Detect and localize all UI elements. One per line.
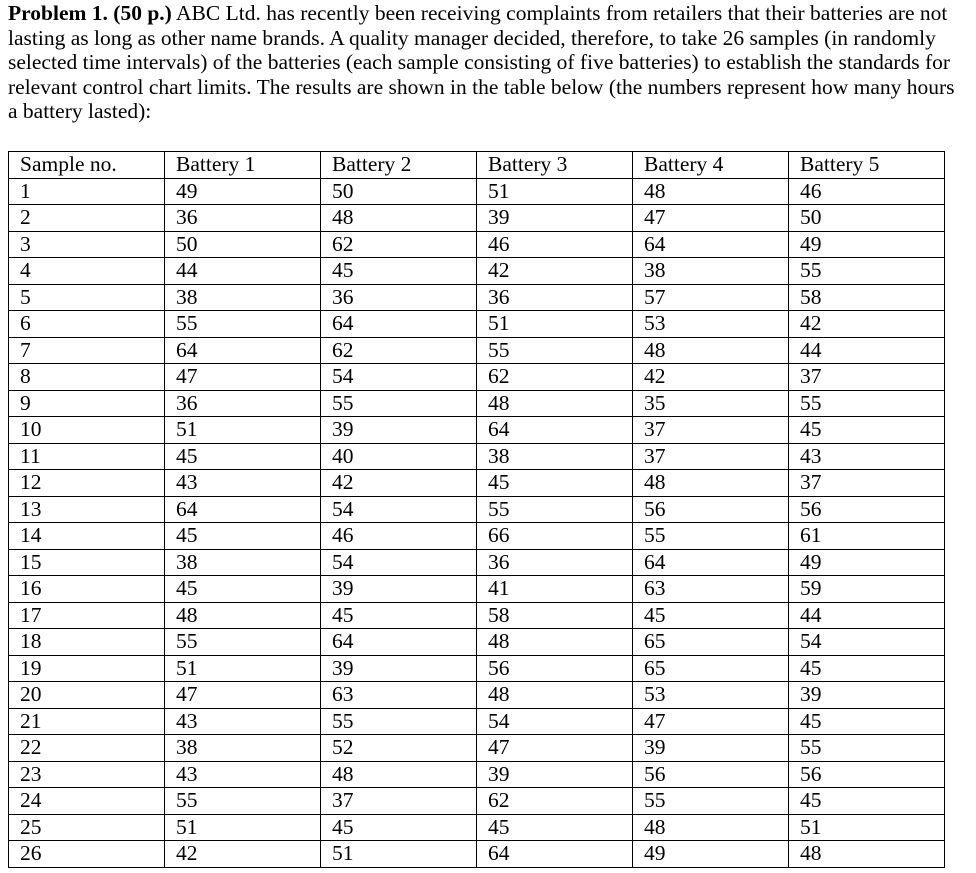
sample-number-cell: 22 bbox=[9, 735, 165, 762]
sample-number-cell: 24 bbox=[9, 788, 165, 815]
battery-4-hours-cell: 65 bbox=[633, 655, 789, 682]
battery-1-hours-cell: 47 bbox=[165, 364, 321, 391]
battery-3-hours-cell: 54 bbox=[477, 708, 633, 735]
battery-5-hours-cell: 51 bbox=[789, 814, 945, 841]
battery-4-hours-cell: 56 bbox=[633, 761, 789, 788]
battery-4-hours-cell: 64 bbox=[633, 549, 789, 576]
battery-4-hours-cell: 63 bbox=[633, 576, 789, 603]
battery-5-hours-cell: 56 bbox=[789, 761, 945, 788]
battery-3-hours-cell: 45 bbox=[477, 814, 633, 841]
sample-number-cell: 3 bbox=[9, 231, 165, 258]
table-row bbox=[9, 629, 945, 656]
battery-3-hours-cell: 55 bbox=[477, 337, 633, 364]
battery-2-hours-cell: 64 bbox=[321, 311, 477, 338]
battery-1-hours-cell: 55 bbox=[165, 629, 321, 656]
battery-3-hours-cell: 64 bbox=[477, 841, 633, 868]
battery-1-hours-cell: 45 bbox=[165, 523, 321, 550]
battery-4-hours-cell: 53 bbox=[633, 311, 789, 338]
battery-2-hours-cell: 45 bbox=[321, 814, 477, 841]
table-row bbox=[9, 523, 945, 550]
battery-1-hours-cell: 42 bbox=[165, 841, 321, 868]
battery-2-hours-cell: 48 bbox=[321, 205, 477, 232]
battery-3-hours-cell: 39 bbox=[477, 205, 633, 232]
battery-2-hours-cell: 42 bbox=[321, 470, 477, 497]
battery-5-hours-cell: 48 bbox=[789, 841, 945, 868]
battery-1-hours-cell: 38 bbox=[165, 735, 321, 762]
battery-5-hours-cell: 56 bbox=[789, 496, 945, 523]
battery-5-hours-cell: 61 bbox=[789, 523, 945, 550]
sample-number-cell: 14 bbox=[9, 523, 165, 550]
battery-4-hours-cell: 65 bbox=[633, 629, 789, 656]
sample-number-cell: 19 bbox=[9, 655, 165, 682]
battery-3-hours-cell: 58 bbox=[477, 602, 633, 629]
sample-number-cell: 2 bbox=[9, 205, 165, 232]
table-row bbox=[9, 682, 945, 709]
battery-1-hours-cell: 50 bbox=[165, 231, 321, 258]
table-row bbox=[9, 655, 945, 682]
sample-number-cell: 13 bbox=[9, 496, 165, 523]
battery-3-hours-cell: 51 bbox=[477, 311, 633, 338]
battery-3-hours-cell: 48 bbox=[477, 682, 633, 709]
battery-1-hours-cell: 51 bbox=[165, 814, 321, 841]
table-row bbox=[9, 311, 945, 338]
battery-2-hours-cell: 45 bbox=[321, 602, 477, 629]
battery-5-hours-cell: 55 bbox=[789, 390, 945, 417]
battery-2-hours-cell: 62 bbox=[321, 231, 477, 258]
battery-1-hours-cell: 49 bbox=[165, 178, 321, 205]
battery-1-hours-cell: 38 bbox=[165, 284, 321, 311]
battery-3-hours-cell: 42 bbox=[477, 258, 633, 285]
battery-4-hours-cell: 45 bbox=[633, 602, 789, 629]
battery-1-hours-cell: 45 bbox=[165, 443, 321, 470]
battery-4-hours-cell: 35 bbox=[633, 390, 789, 417]
battery-3-hours-cell: 62 bbox=[477, 364, 633, 391]
battery-1-hours-cell: 44 bbox=[165, 258, 321, 285]
battery-3-hours-cell: 51 bbox=[477, 178, 633, 205]
sample-number-cell: 6 bbox=[9, 311, 165, 338]
battery-1-hours-cell: 64 bbox=[165, 496, 321, 523]
battery-1-hours-cell: 36 bbox=[165, 390, 321, 417]
battery-3-hours-cell: 47 bbox=[477, 735, 633, 762]
table-row bbox=[9, 178, 945, 205]
battery-5-hours-cell: 37 bbox=[789, 364, 945, 391]
table-row bbox=[9, 417, 945, 444]
battery-4-hours-cell: 37 bbox=[633, 443, 789, 470]
battery-5-hours-cell: 44 bbox=[789, 337, 945, 364]
battery-4-hours-cell: 55 bbox=[633, 523, 789, 550]
battery-5-hours-cell: 42 bbox=[789, 311, 945, 338]
header-battery-3: Battery 3 bbox=[477, 152, 633, 179]
battery-2-hours-cell: 52 bbox=[321, 735, 477, 762]
battery-2-hours-cell: 39 bbox=[321, 576, 477, 603]
battery-4-hours-cell: 47 bbox=[633, 205, 789, 232]
battery-5-hours-cell: 44 bbox=[789, 602, 945, 629]
sample-number-cell: 26 bbox=[9, 841, 165, 868]
table-row bbox=[9, 231, 945, 258]
battery-4-hours-cell: 57 bbox=[633, 284, 789, 311]
problem-text: ABC Ltd. has recently been receiving complaints from retailers that their batteries are not lasting as long as other name brands. A quality manager decided, therefore, to take 26 samples (in randomly selected time intervals) of the batteries (each sample consisting of five batteries) to establish the standards for relevant control chart limits. The results are shown in the table below (the numbers represent how many hours a battery lasted): bbox=[8, 1, 955, 124]
battery-3-hours-cell: 64 bbox=[477, 417, 633, 444]
battery-5-hours-cell: 49 bbox=[789, 231, 945, 258]
battery-2-hours-cell: 46 bbox=[321, 523, 477, 550]
battery-1-hours-cell: 51 bbox=[165, 417, 321, 444]
table-row bbox=[9, 602, 945, 629]
header-battery-4: Battery 4 bbox=[633, 152, 789, 179]
battery-4-hours-cell: 55 bbox=[633, 788, 789, 815]
battery-1-hours-cell: 64 bbox=[165, 337, 321, 364]
table-row bbox=[9, 390, 945, 417]
table-row bbox=[9, 814, 945, 841]
battery-2-hours-cell: 51 bbox=[321, 841, 477, 868]
battery-5-hours-cell: 46 bbox=[789, 178, 945, 205]
sample-number-cell: 23 bbox=[9, 761, 165, 788]
table-row bbox=[9, 549, 945, 576]
battery-2-hours-cell: 55 bbox=[321, 390, 477, 417]
table-row bbox=[9, 576, 945, 603]
battery-3-hours-cell: 66 bbox=[477, 523, 633, 550]
battery-2-hours-cell: 54 bbox=[321, 496, 477, 523]
battery-5-hours-cell: 58 bbox=[789, 284, 945, 311]
table-row bbox=[9, 761, 945, 788]
table-row bbox=[9, 470, 945, 497]
problem-heading: Problem 1. (50 p.) bbox=[8, 1, 172, 25]
table-row bbox=[9, 443, 945, 470]
battery-3-hours-cell: 45 bbox=[477, 470, 633, 497]
battery-4-hours-cell: 49 bbox=[633, 841, 789, 868]
sample-number-cell: 17 bbox=[9, 602, 165, 629]
battery-5-hours-cell: 43 bbox=[789, 443, 945, 470]
sample-number-cell: 4 bbox=[9, 258, 165, 285]
battery-3-hours-cell: 48 bbox=[477, 390, 633, 417]
battery-2-hours-cell: 48 bbox=[321, 761, 477, 788]
battery-1-hours-cell: 55 bbox=[165, 788, 321, 815]
battery-1-hours-cell: 38 bbox=[165, 549, 321, 576]
header-battery-1: Battery 1 bbox=[165, 152, 321, 179]
sample-number-cell: 25 bbox=[9, 814, 165, 841]
sample-number-cell: 8 bbox=[9, 364, 165, 391]
sample-number-cell: 10 bbox=[9, 417, 165, 444]
battery-2-hours-cell: 36 bbox=[321, 284, 477, 311]
battery-2-hours-cell: 37 bbox=[321, 788, 477, 815]
battery-2-hours-cell: 54 bbox=[321, 549, 477, 576]
battery-5-hours-cell: 59 bbox=[789, 576, 945, 603]
battery-5-hours-cell: 37 bbox=[789, 470, 945, 497]
battery-3-hours-cell: 46 bbox=[477, 231, 633, 258]
battery-2-hours-cell: 39 bbox=[321, 417, 477, 444]
battery-3-hours-cell: 48 bbox=[477, 629, 633, 656]
battery-3-hours-cell: 39 bbox=[477, 761, 633, 788]
sample-number-cell: 5 bbox=[9, 284, 165, 311]
battery-2-hours-cell: 40 bbox=[321, 443, 477, 470]
table-row bbox=[9, 258, 945, 285]
battery-1-hours-cell: 45 bbox=[165, 576, 321, 603]
battery-4-hours-cell: 37 bbox=[633, 417, 789, 444]
table-row bbox=[9, 708, 945, 735]
battery-4-hours-cell: 48 bbox=[633, 178, 789, 205]
sample-number-cell: 9 bbox=[9, 390, 165, 417]
battery-5-hours-cell: 45 bbox=[789, 788, 945, 815]
battery-3-hours-cell: 36 bbox=[477, 549, 633, 576]
battery-2-hours-cell: 54 bbox=[321, 364, 477, 391]
sample-number-cell: 18 bbox=[9, 629, 165, 656]
sample-number-cell: 16 bbox=[9, 576, 165, 603]
header-battery-2: Battery 2 bbox=[321, 152, 477, 179]
table-row bbox=[9, 205, 945, 232]
table-row bbox=[9, 496, 945, 523]
sample-number-cell: 21 bbox=[9, 708, 165, 735]
battery-2-hours-cell: 39 bbox=[321, 655, 477, 682]
battery-1-hours-cell: 43 bbox=[165, 708, 321, 735]
battery-3-hours-cell: 55 bbox=[477, 496, 633, 523]
table-row bbox=[9, 841, 945, 868]
battery-1-hours-cell: 47 bbox=[165, 682, 321, 709]
header-sample-no: Sample no. bbox=[9, 152, 165, 179]
sample-number-cell: 11 bbox=[9, 443, 165, 470]
table-body bbox=[9, 178, 945, 867]
battery-5-hours-cell: 45 bbox=[789, 708, 945, 735]
table-row bbox=[9, 364, 945, 391]
battery-5-hours-cell: 54 bbox=[789, 629, 945, 656]
header-battery-5: Battery 5 bbox=[789, 152, 945, 179]
battery-3-hours-cell: 41 bbox=[477, 576, 633, 603]
battery-4-hours-cell: 48 bbox=[633, 470, 789, 497]
battery-4-hours-cell: 48 bbox=[633, 337, 789, 364]
battery-4-hours-cell: 39 bbox=[633, 735, 789, 762]
sample-number-cell: 20 bbox=[9, 682, 165, 709]
battery-5-hours-cell: 50 bbox=[789, 205, 945, 232]
battery-5-hours-cell: 55 bbox=[789, 258, 945, 285]
sample-number-cell: 12 bbox=[9, 470, 165, 497]
battery-5-hours-cell: 49 bbox=[789, 549, 945, 576]
battery-2-hours-cell: 50 bbox=[321, 178, 477, 205]
battery-5-hours-cell: 55 bbox=[789, 735, 945, 762]
battery-1-hours-cell: 55 bbox=[165, 311, 321, 338]
battery-4-hours-cell: 64 bbox=[633, 231, 789, 258]
battery-1-hours-cell: 36 bbox=[165, 205, 321, 232]
table-row bbox=[9, 337, 945, 364]
battery-4-hours-cell: 53 bbox=[633, 682, 789, 709]
battery-4-hours-cell: 56 bbox=[633, 496, 789, 523]
problem-statement bbox=[8, 1, 968, 124]
battery-4-hours-cell: 47 bbox=[633, 708, 789, 735]
battery-4-hours-cell: 42 bbox=[633, 364, 789, 391]
battery-2-hours-cell: 63 bbox=[321, 682, 477, 709]
battery-2-hours-cell: 45 bbox=[321, 258, 477, 285]
battery-2-hours-cell: 55 bbox=[321, 708, 477, 735]
battery-1-hours-cell: 51 bbox=[165, 655, 321, 682]
table-header-row bbox=[9, 152, 945, 179]
battery-5-hours-cell: 39 bbox=[789, 682, 945, 709]
battery-5-hours-cell: 45 bbox=[789, 655, 945, 682]
sample-number-cell: 7 bbox=[9, 337, 165, 364]
battery-3-hours-cell: 56 bbox=[477, 655, 633, 682]
battery-1-hours-cell: 43 bbox=[165, 761, 321, 788]
battery-4-hours-cell: 48 bbox=[633, 814, 789, 841]
table-row bbox=[9, 735, 945, 762]
table-row bbox=[9, 788, 945, 815]
battery-2-hours-cell: 62 bbox=[321, 337, 477, 364]
battery-1-hours-cell: 48 bbox=[165, 602, 321, 629]
battery-3-hours-cell: 38 bbox=[477, 443, 633, 470]
battery-3-hours-cell: 36 bbox=[477, 284, 633, 311]
table-row bbox=[9, 284, 945, 311]
battery-1-hours-cell: 43 bbox=[165, 470, 321, 497]
battery-data-table bbox=[8, 151, 945, 868]
battery-4-hours-cell: 38 bbox=[633, 258, 789, 285]
battery-5-hours-cell: 45 bbox=[789, 417, 945, 444]
sample-number-cell: 1 bbox=[9, 178, 165, 205]
sample-number-cell: 15 bbox=[9, 549, 165, 576]
battery-2-hours-cell: 64 bbox=[321, 629, 477, 656]
battery-3-hours-cell: 62 bbox=[477, 788, 633, 815]
